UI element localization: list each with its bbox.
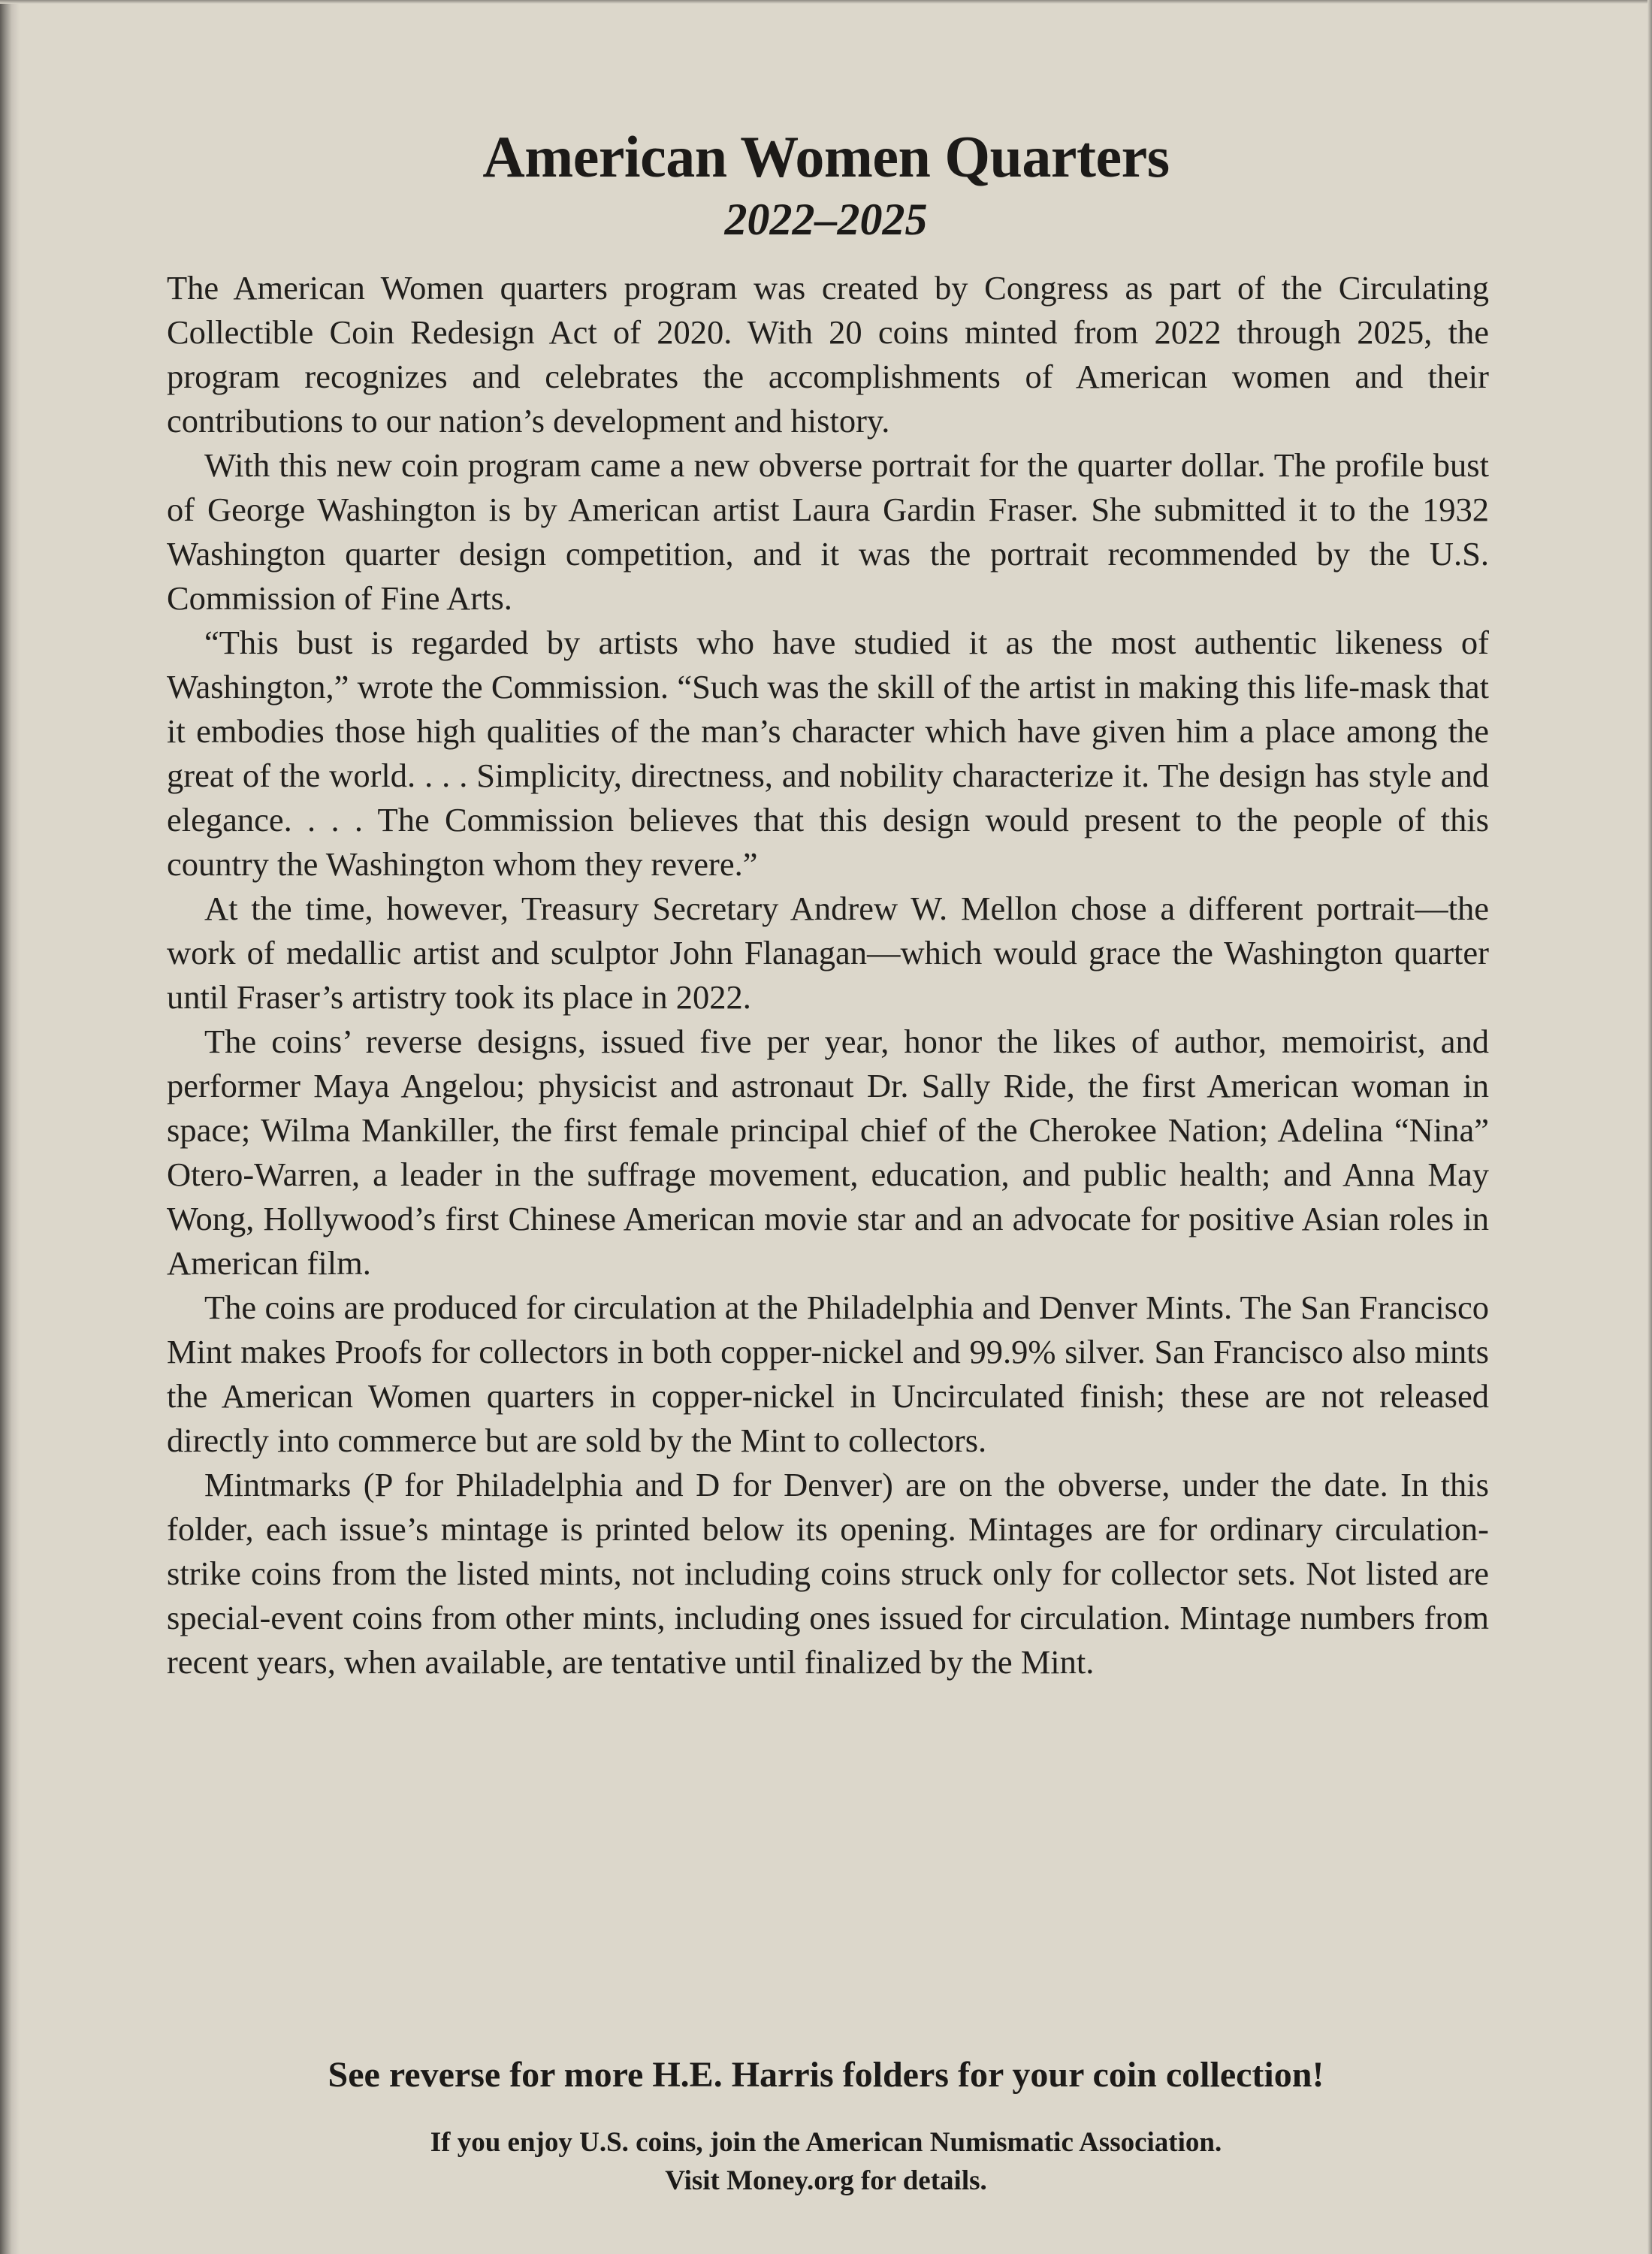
paragraph-obverse-portrait: With this new coin program came a new obverse portrait for the quarter dollar. The profile bust of George Washington is by American artist Laura Gardin Fraser. She submitted it to the 1932 Washington quarter design competition, and it was the portrait recommended by the U.S. Commission of Fine Arts. — [167, 446, 1489, 617]
paragraph-program-intro: The American Women quarters program was created by Congress as part of the Circulating Collectible Coin Redesign Act of 2020. With 20 coins minted from 2022 through 2025, the program recognizes and celebrates the accomplishments of American women and their contributions to our nation’s development and history. — [167, 269, 1489, 440]
paragraph-commission-quote: “This bust is regarded by artists who have studied it as the most authentic likeness of Washington,” wrote the Commission. “Such was the skill of the artist in making this life-mask that it embodies those high qualities of the man’s character which have given him a place among the great of the world. . . . Simplicity, directness, and nobility characterize it. The design has style and elegance. . . . The Commission believes that this design would present to the people of this country the Washington whom they revere.” — [167, 624, 1489, 883]
page-top-edge — [0, 0, 1652, 4]
paragraph-mintmarks: Mintmarks (P for Philadelphia and D for Denver) are on the obverse, under the date. In this folder, each issue’s mintage is printed below its opening. Mintages are for ordinary circulation-strike coins from the listed mints, not including coins struck only for collector sets. Not listed are special-event coins from other mints, including ones issued for circulation. Mintage numbers from recent years, when available, are tentative until finalized by the Mint. — [167, 1466, 1489, 1681]
paragraph-reverse-designs: The coins’ reverse designs, issued five per year, honor the likes of author, memoirist, and performer Maya Angelou; physicist and astronaut Dr. Sally Ride, the first American woman in space; Wilma Mankiller, the first female principal chief of the Cherokee Nation; Adelina “Nina” Otero-Warren, a leader in the suffrage movement, education, and public health; and Anna May Wong, Hollywood’s first Chinese American movie star and an advocate for positive Asian roles in American film. — [167, 1023, 1489, 1282]
paragraph-mellon-choice: At the time, however, Treasury Secretary Andrew W. Mellon chose a different portrait—the work of medallic artist and sculptor John Flanagan—which would grace the Washington quarter until Fraser’s artistry took its place in 2022. — [167, 890, 1489, 1016]
page-binding-edge — [0, 0, 20, 2254]
ana-visit-line: Visit Money.org for details. — [665, 2165, 987, 2196]
page-right-edge — [1647, 0, 1652, 2254]
ana-join-line: If you enjoy U.S. coins, join the American Numismatic Association. — [430, 2127, 1222, 2158]
page-title: American Women Quarters — [482, 124, 1170, 189]
ana-notice — [0, 2123, 1652, 2200]
promo-line: See reverse for more H.E. Harris folders for your coin collection! — [328, 2055, 1324, 2095]
paragraph-production-mints: The coins are produced for circulation at the Philadelphia and Denver Mints. The San Francisco Mint makes Proofs for collectors in both copper-nickel and 99.9% silver. San Francisco also mints the American Women quarters in copper-nickel in Uncirculated finish; these are not released directly into commerce but are sold by the Mint to collectors. — [167, 1289, 1489, 1459]
body-text — [167, 266, 1489, 1684]
page-subtitle: 2022–2025 — [724, 195, 928, 244]
